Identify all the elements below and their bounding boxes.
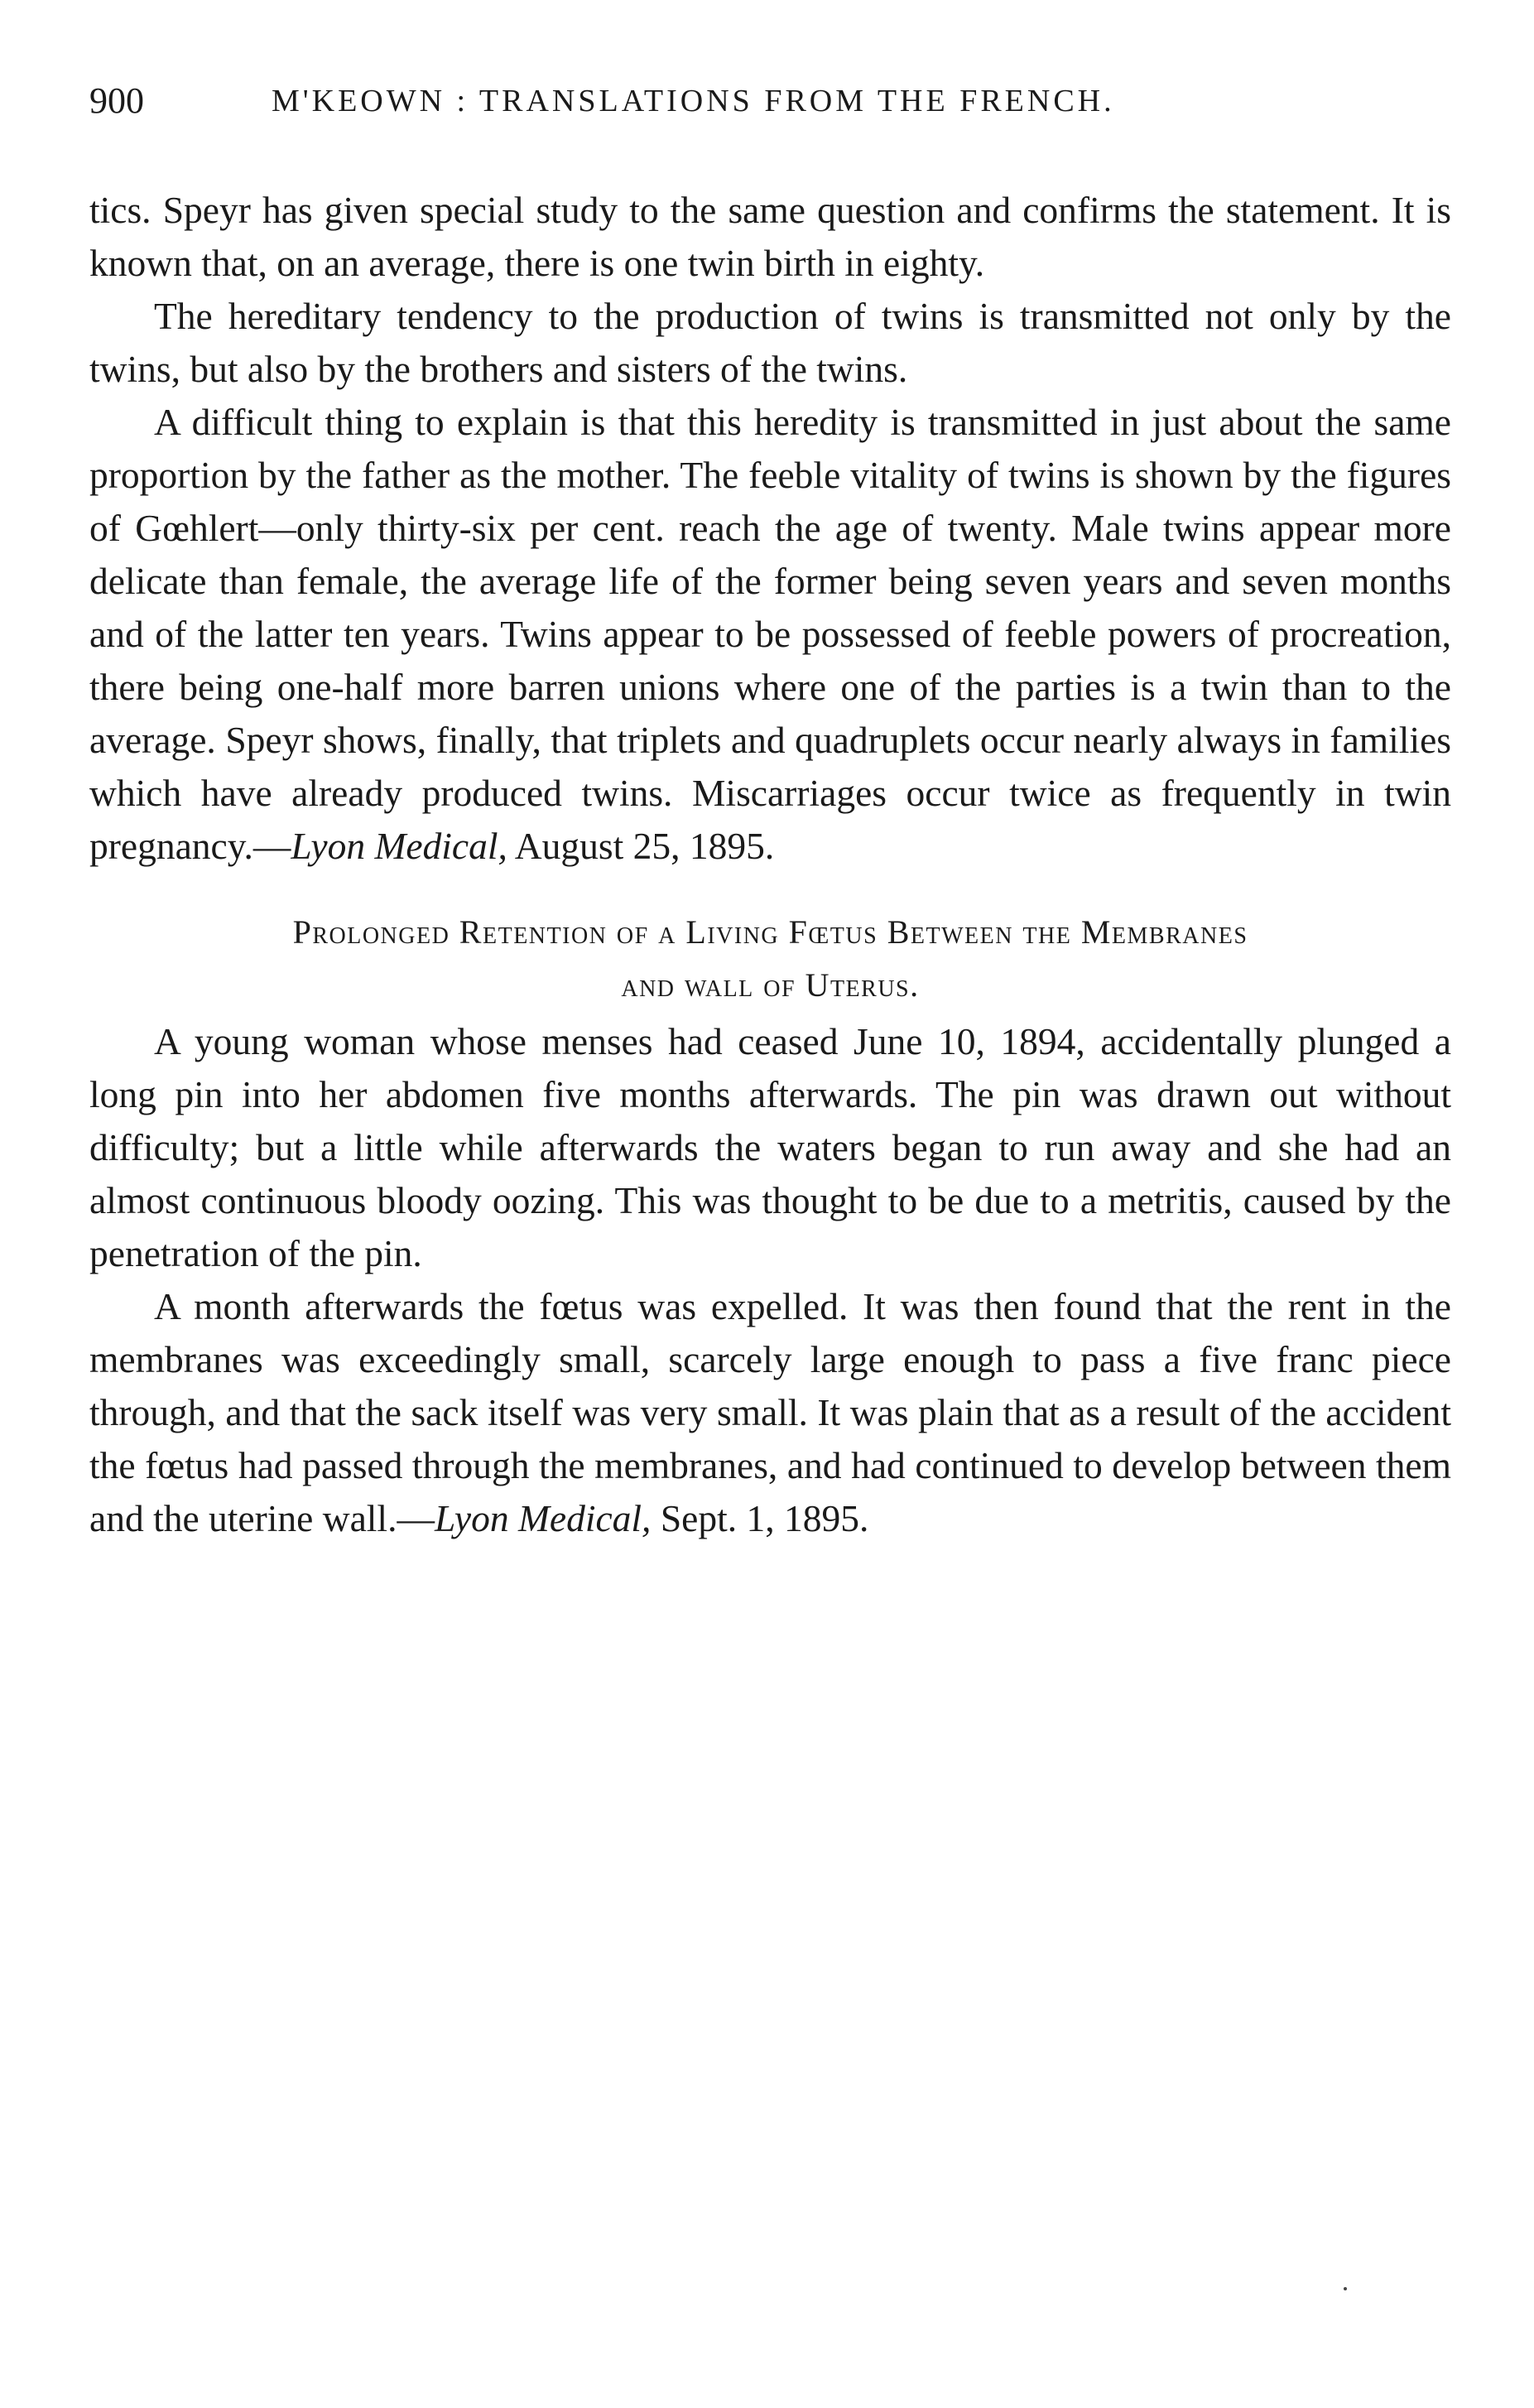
paragraph-continued: tics. Speyr has given special study to the same question and confirms the statement. It is known that, on an average, there is one twin birth in eighty. (89, 189, 1451, 284)
section-heading (89, 906, 1451, 1012)
running-head (89, 79, 1451, 137)
stray-ink-mark (1344, 2287, 1347, 2290)
paragraph-difficult-thing (89, 396, 1451, 873)
paragraph-hereditary-tendency: The hereditary tendency to the production of twins is transmitted not only by the twins, but also by the brothers and sisters of the twins. (89, 295, 1451, 390)
paragraph-month-afterwards (89, 1280, 1451, 1545)
citation-date: Sept. 1, 1895. (651, 1497, 869, 1539)
citation-source: Lyon Medical, (434, 1497, 652, 1539)
section-heading-line-2: and wall of Uterus. (621, 966, 920, 1004)
paragraph-text: A month afterwards the fœtus was expelled. It was then found that the rent in the membranes was exceedingly small, scarcely large enough to pass a five franc piece through, and that the sack itself was very small. It was plain that as a result of the accident the fœtus had passed through the membranes, and had continued to develop between them and the uterine wall.— (89, 1285, 1451, 1539)
paragraph-young-woman: A young woman whose menses had ceased June 10, 1894, accidentally plunged a long pin into her abdomen five months afterwards. The pin was drawn out without difficulty; but a little while afterwards the waters began to run away and she had an almost continuous bloody oozing. This was thought to be due to a metritis, caused by the penetration of the pin. (89, 1020, 1451, 1274)
page (89, 79, 1451, 1545)
citation-source: Lyon Medical, (291, 825, 507, 867)
paragraph-text: A difficult thing to explain is that this heredity is transmitted in just about the same proportion by the father as the mother. The feeble vitality of twins is shown by the figures of Gœhlert—only thirty-six per cent. reach the age of twenty. Male twins appear more delicate than female, the average life of the former being seven years and seven months and of the latter ten years. Twins appear to be possessed of feeble powers of procreation, there being one-half more barren unions where one of the parties is a twin than to the average. Speyr shows, finally, that triplets and quadruplets occur nearly always in families which have already produced twins. Miscarriages occur twice as frequently in twin pregnancy.— (89, 401, 1451, 867)
body-text (89, 184, 1451, 1545)
running-title: M'KEOWN : TRANSLATIONS FROM THE FRENCH. (272, 84, 1115, 118)
section-heading-line-1: Prolonged Retention of a Living Fœtus Between the Membranes (292, 913, 1248, 951)
citation-date: August 25, 1895. (507, 825, 775, 867)
page-number: 900 (89, 80, 144, 121)
